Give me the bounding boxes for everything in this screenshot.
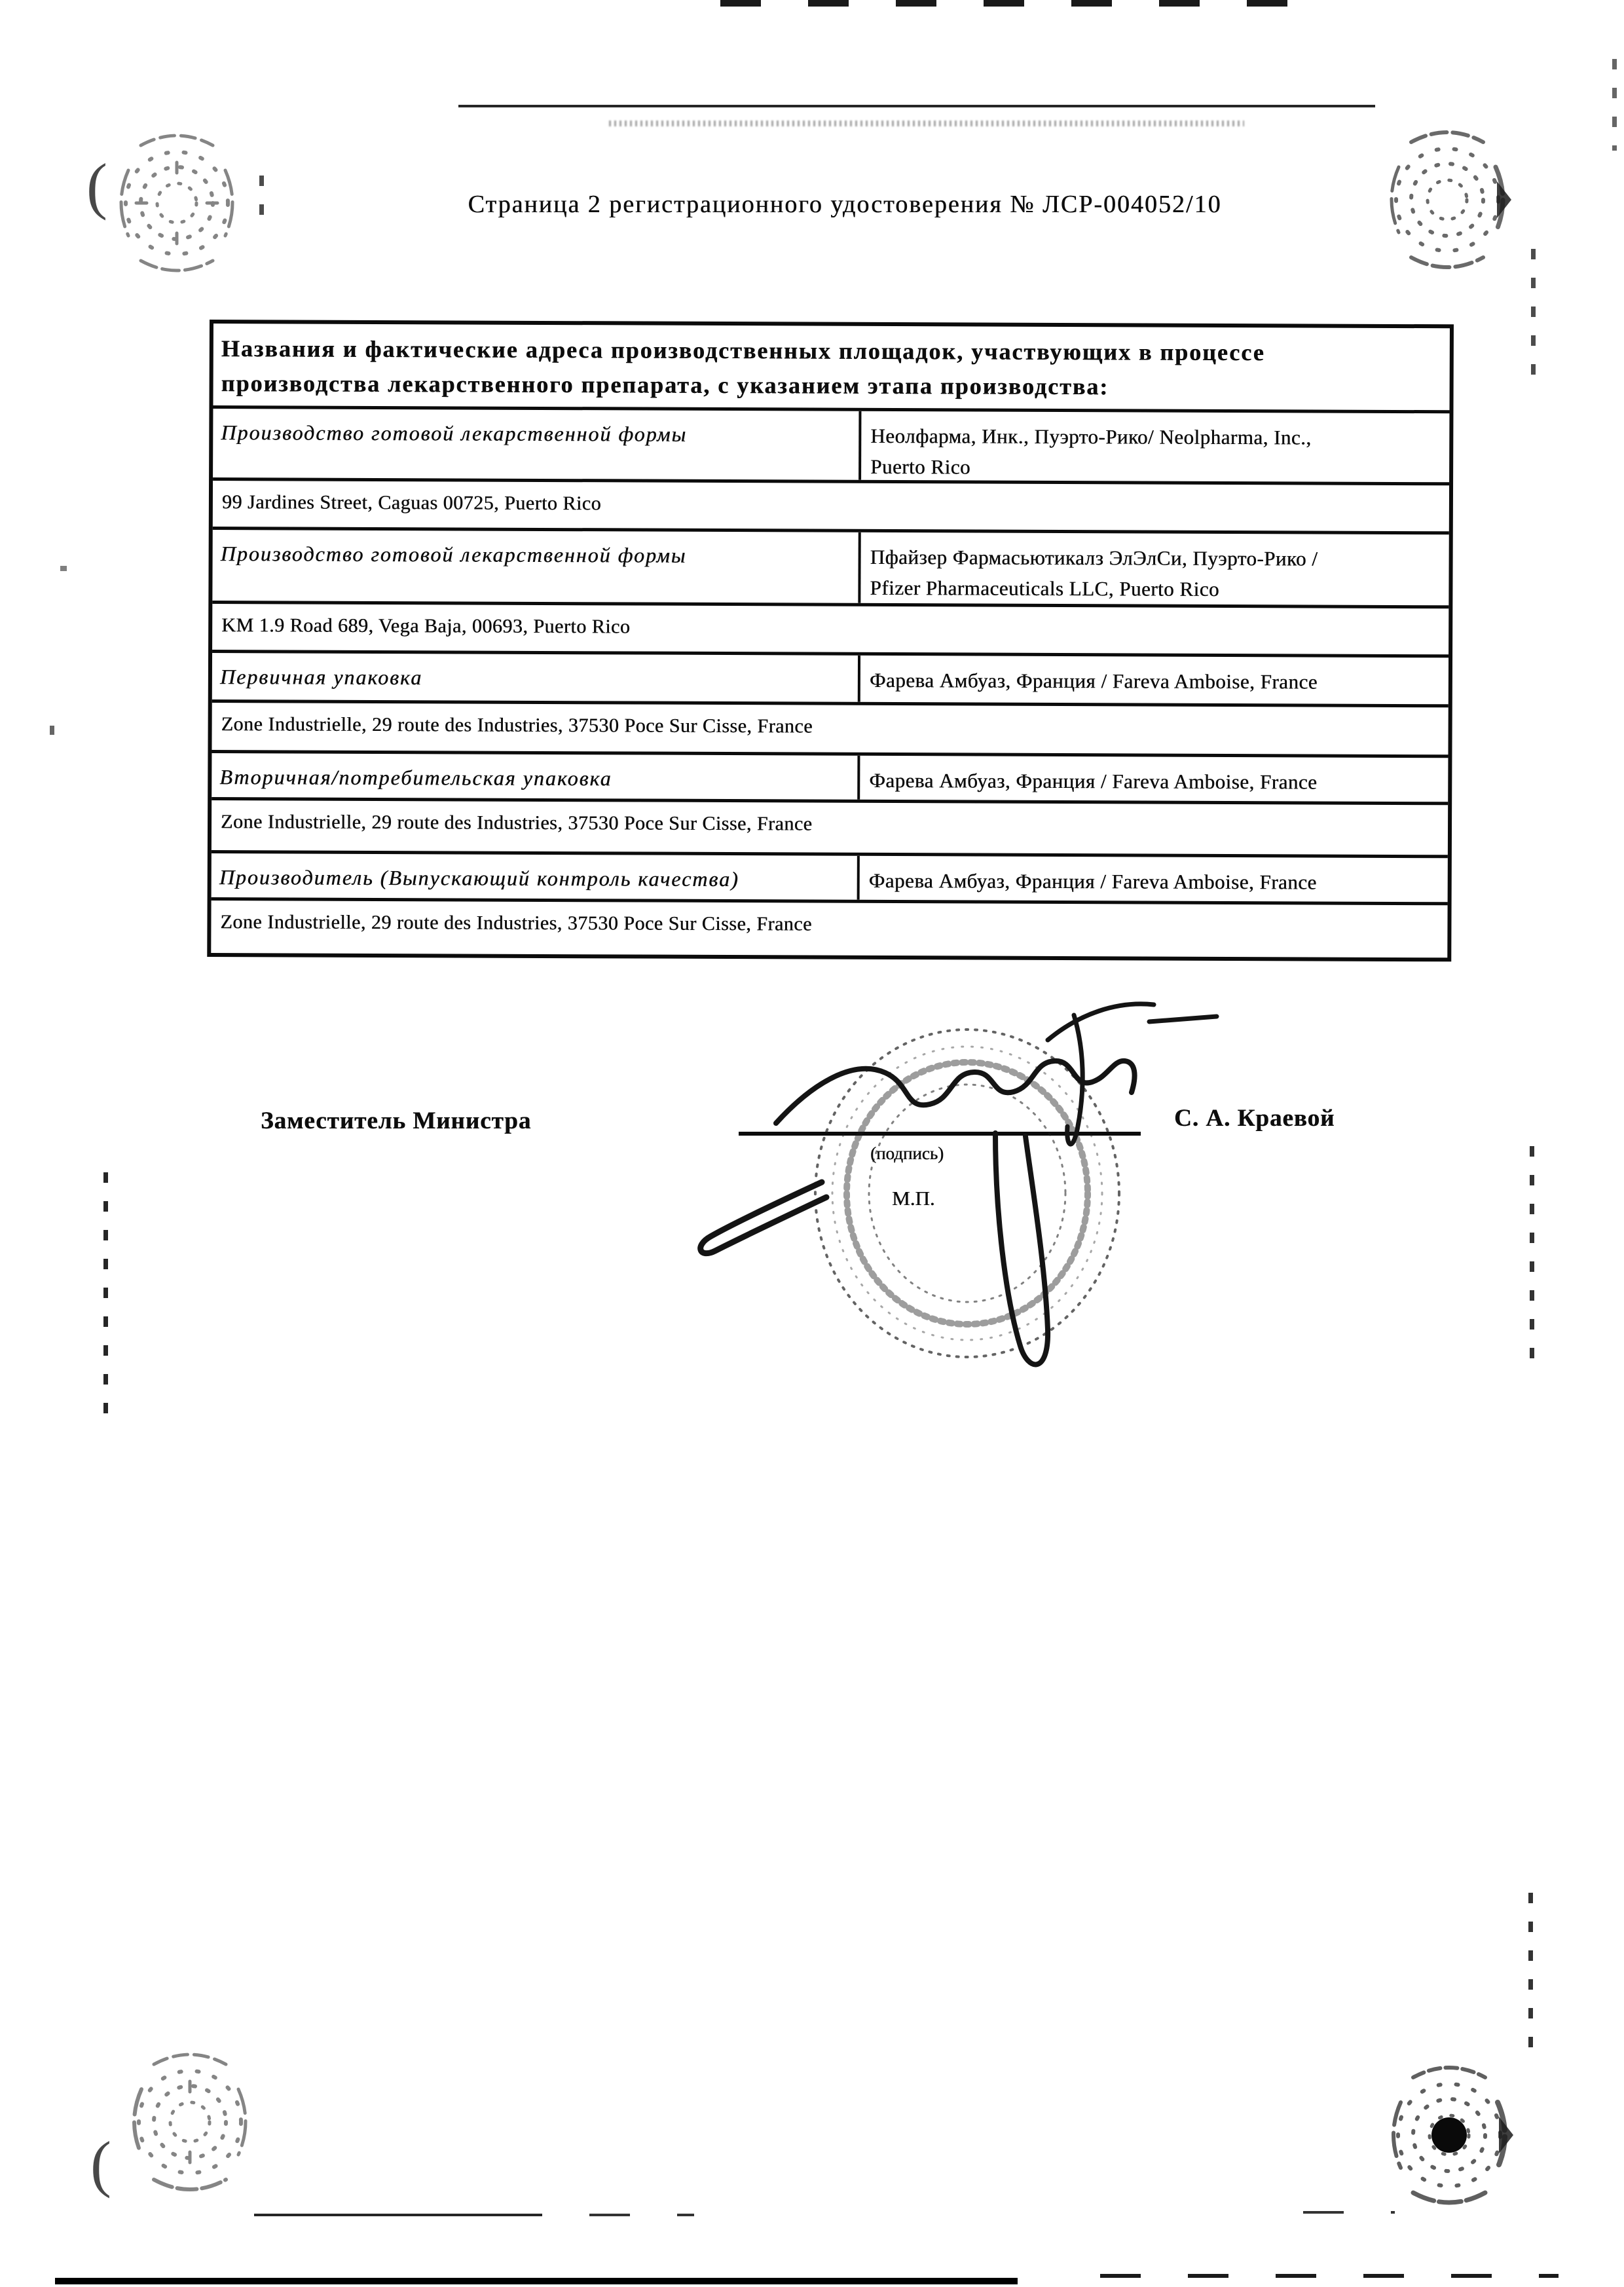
table-row — [212, 853, 1448, 905]
table-row — [212, 653, 1449, 707]
scan-artifact-dot — [50, 726, 54, 735]
guilloche-rosette-top-right — [1382, 121, 1513, 278]
production-sites-table — [207, 320, 1454, 961]
scan-artifact-line — [254, 2214, 542, 2216]
address-cell: Zone Industrielle, 29 route des Industries, 37530 Poce Sur Cisse, France — [212, 800, 1448, 858]
signer-name: С. А. Краевой — [1174, 1105, 1335, 1132]
stage-cell: Вторичная/потребительская упаковка — [212, 753, 860, 800]
company-cell: Фарева Амбуаз, Франция / Fareva Amboise, France — [868, 868, 1317, 894]
scan-artifact-right-dashes-upper — [1531, 249, 1536, 380]
stage-cell: Первичная упаковка — [212, 653, 860, 702]
scan-artifact-noise-strip — [609, 121, 1244, 126]
company-cell: Неолфарма, Инк., Пуэрто-Рико/ Neolpharma, Inc., Puerto Rico — [870, 424, 1312, 479]
table-row — [212, 530, 1449, 608]
page-title: Страница 2 регистрационного удостоверения № ЛСР-004052/10 — [468, 191, 1222, 218]
stage-cell: Производство готовой лекарственной формы — [213, 409, 861, 480]
position-label: Заместитель Министра — [261, 1107, 532, 1134]
stage-cell: Производитель (Выпускающий контроль качества) — [212, 853, 860, 900]
scan-artifact-right-edge — [1612, 59, 1617, 151]
scan-artifact-bottom-dashes — [1100, 2274, 1559, 2278]
address-cell: KM 1.9 Road 689, Vega Baja, 00693, Puerto Rico — [212, 604, 1449, 658]
signature-scribble — [655, 976, 1310, 1434]
scan-artifact-right-dashes-lower — [1528, 1893, 1533, 2063]
table-row — [212, 753, 1448, 805]
table-header: Названия и фактические адреса производственных площадок, участвующих в процессе производства лекарственного препарата, с указанием этапа производства: — [213, 324, 1449, 413]
guilloche-rosette-bottom-right — [1384, 2056, 1515, 2214]
stage-cell: Производство готовой лекарственной формы — [212, 530, 860, 603]
table-row — [213, 409, 1449, 485]
scan-artifact-top-rule — [458, 105, 1375, 107]
scan-artifact-paren-bottom-left: ( — [90, 2129, 111, 2199]
scan-artifact-mark — [259, 176, 264, 217]
address-cell: Zone Industrielle, 29 route des Industries, 37530 Poce Sur Cisse, France — [212, 703, 1448, 758]
signature-caption: (подпись) — [870, 1144, 944, 1163]
scan-artifact-right-dashes-mid — [1530, 1146, 1534, 1369]
scan-artifact-paren-top-left: ( — [86, 151, 107, 221]
scan-artifact-top-edge — [720, 0, 1310, 7]
seal-placeholder-label: М.П. — [892, 1187, 935, 1210]
address-cell: Zone Industrielle, 29 route des Industries, 37530 Poce Sur Cisse, France — [220, 911, 812, 935]
scan-artifact-dashes — [1303, 2211, 1395, 2214]
guilloche-rosette-top-left — [111, 124, 242, 282]
company-cell: Фарева Амбуаз, Франция / Fareva Amboise, France — [869, 668, 1318, 694]
scan-artifact-left-dashes — [103, 1172, 108, 1416]
company-cell: Пфайзер Фармасьютикалз ЭлЭлСи, Пуэрто-Рико / Pfizer Pharmaceuticals LLC, Puerto Rico — [870, 545, 1318, 601]
address-cell: 99 Jardines Street, Caguas 00725, Puerto Rico — [213, 481, 1449, 534]
scan-artifact-dashes — [589, 2214, 694, 2216]
scan-artifact-bottom-bar — [55, 2278, 1018, 2284]
guilloche-rosette-bottom-left — [124, 2043, 255, 2201]
hole-punch-dot — [1431, 2117, 1467, 2153]
scan-artifact-dot — [60, 566, 67, 571]
company-cell: Фарева Амбуаз, Франция / Fareva Amboise, France — [869, 768, 1318, 794]
